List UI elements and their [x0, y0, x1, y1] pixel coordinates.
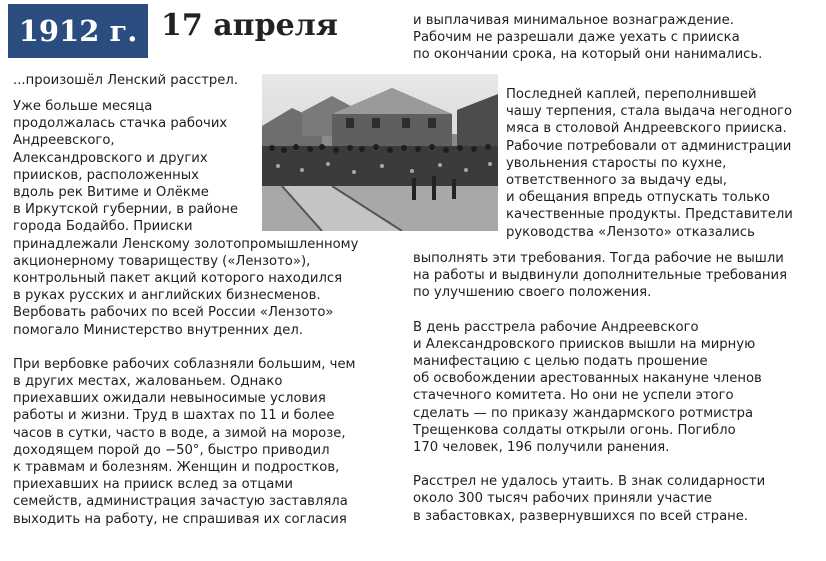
text-line: Уже больше месяца	[13, 99, 153, 114]
text-line: на работы и выдвинули дополнительные требования	[413, 268, 788, 284]
paragraph-gap	[413, 456, 818, 473]
text-line: акционерному товариществу («Лензото»),	[13, 253, 311, 269]
text-line: продолжалась стачка рабочих	[13, 116, 228, 132]
text-line: и выплачивая минимальное вознаграждение.	[413, 13, 734, 28]
text-line: стачечного комитета. Но они не успели этого	[413, 388, 734, 404]
text-line: 170 человек, 196 получили ранения.	[413, 440, 670, 456]
text-line: чашу терпения, стала выдача негодного	[506, 104, 793, 120]
text-line: в других местах, жалованьем. Однако	[13, 374, 283, 390]
text-line: об освобождении арестованных накануне членов	[413, 371, 762, 387]
text-line: вдоль рек Витиме и Олёкме	[13, 185, 209, 201]
year-badge: 1912 г.	[8, 4, 148, 58]
text-line: Александровского и других	[13, 150, 208, 166]
text-line: приехавших на прииск вслед за отцами	[13, 477, 293, 493]
text-line: Трещенкова солдаты открыли огонь. Погибло	[413, 422, 736, 438]
text-line: руководства «Лензото» отказались	[506, 224, 755, 240]
text-line: в руках русских и английских бизнесменов.	[13, 288, 321, 304]
text-line: к травмам и болезням. Женщин и подростков,	[13, 460, 340, 476]
text-line: Рабочим не разрешали даже уехать с прииска	[413, 30, 740, 46]
text-line: по окончании срока, на который они нанимались.	[413, 47, 763, 63]
text-line: мяса в столовой Андреевского прииска.	[506, 121, 787, 137]
text-line: города Бодайбо. Прииски	[13, 219, 193, 235]
text-line: помогало Министерство внутренних дел.	[13, 322, 303, 338]
text-line: манифестацию с целью подать прошение	[413, 354, 708, 370]
text-line: в забастовках, развернувшихся по всей стране.	[413, 508, 749, 524]
text-line: и обещания впредь отпускать только	[506, 190, 770, 206]
text-line: увольнения старосты по кухне,	[506, 155, 727, 171]
text-line: Андреевского,	[13, 133, 115, 149]
text-line: принадлежали Ленскому золотопромышленному	[13, 236, 359, 252]
text-line: контрольный пакет акций которого находился	[13, 271, 343, 287]
text-line: сделать — по приказу жандармского ротмистра	[413, 405, 754, 421]
text-line: качественные продукты. Представители	[506, 207, 793, 223]
right-column-text	[413, 250, 818, 525]
right-column-float-text	[506, 86, 818, 241]
text-line: в Иркутской губернии, в районе	[13, 202, 238, 218]
left-column-text	[13, 98, 395, 528]
text-line: Рабочие потребовали от администрации	[506, 138, 792, 154]
paragraph-gap	[413, 302, 818, 319]
paragraph-gap	[13, 339, 395, 356]
text-line: В день расстрела рабочие Андреевского	[413, 319, 699, 335]
text-line: выходить на работу, не спрашивая их согласия	[13, 511, 347, 527]
article-lead: ...произошёл Ленский расстрел.	[13, 73, 239, 88]
text-line: часов в сутки, часто в воде, а зимой на морозе,	[13, 425, 346, 441]
text-line: работы и жизни. Труд в шахтах по 11 и более	[13, 408, 335, 424]
text-line: семейств, администрация зачастую заставляла	[13, 494, 348, 510]
right-column-top-text	[413, 12, 818, 64]
text-line: приехавших ожидали невыносимые условия	[13, 391, 326, 407]
text-line: приисков, расположенных	[13, 167, 199, 183]
text-line: по улучшению своего положения.	[413, 285, 652, 301]
text-line: и Александровского приисков вышли на мирную	[413, 336, 756, 352]
text-line: Вербовать рабочих по всей России «Лензото»	[13, 305, 334, 321]
text-line: выполнять эти требования. Тогда рабочие не вышли	[413, 251, 784, 266]
text-line: доходящем порой до −50°, быстро приводил	[13, 442, 330, 458]
text-line: около 300 тысяч рабочих приняли участие	[413, 491, 713, 507]
date-title: 17 апреля	[161, 8, 338, 43]
text-line: Последней каплей, переполнившей	[506, 87, 757, 102]
text-line: ответственного за выдачу еды,	[506, 173, 727, 189]
text-line: При вербовке рабочих соблазняли большим, чем	[13, 356, 356, 372]
text-line: Расстрел не удалось утаить. В знак солидарности	[413, 474, 766, 490]
